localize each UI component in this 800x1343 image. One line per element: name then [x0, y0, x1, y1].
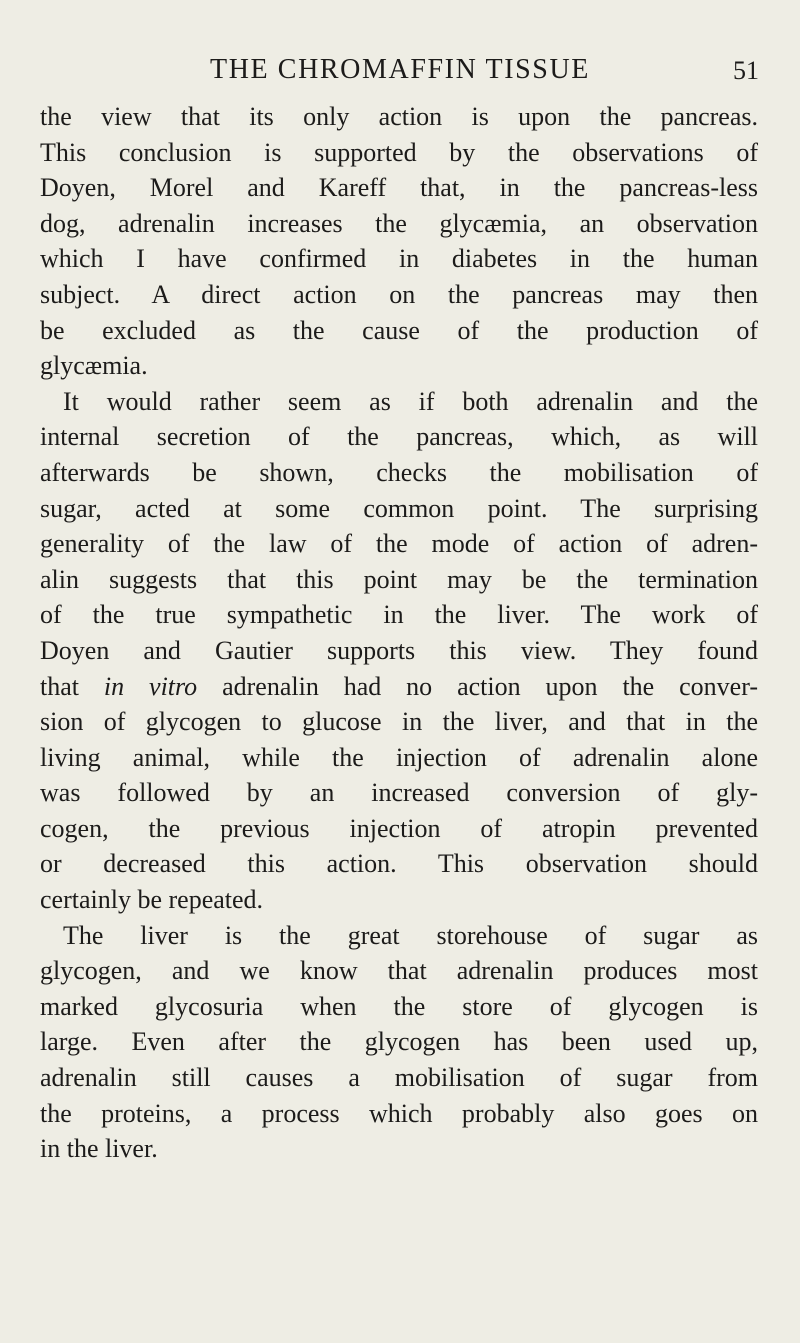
text-line: The liver is the great storehouse of sugar as — [63, 920, 758, 950]
running-title: THE CHROMAFFIN TISSUE — [209, 54, 591, 85]
text-line: subject. A direct action on the pancreas may then — [40, 279, 758, 309]
text-line: adrenalin still causes a mobilisation of sugar from — [40, 1063, 758, 1093]
text-line: was followed by an increased conversion of gly- — [40, 778, 758, 808]
text-line: or decreased this action. This observation should — [40, 849, 758, 879]
text-line: the view that its only action is upon the pancreas. — [40, 102, 758, 131]
text-line: be excluded as the cause of the production of — [40, 315, 758, 345]
running-head — [40, 54, 760, 94]
text-line: Doyen and Gautier supports this view. They found — [40, 635, 758, 665]
text-line: cogen, the previous injection of atropin prevented — [40, 813, 758, 843]
text-line: sion of glycogen to glucose in the liver, and that in the — [40, 707, 758, 737]
text-line: marked glycosuria when the store of glycogen is — [40, 991, 758, 1021]
text-line — [40, 669, 758, 705]
text-line: in the liver. — [40, 1134, 158, 1164]
text-line: dog, adrenalin increases the glycæmia, an observation — [40, 208, 758, 238]
text-line: internal secretion of the pancreas, which, as will — [40, 422, 758, 452]
text-line: generality of the law of the mode of action of adren- — [40, 529, 758, 559]
paragraph — [40, 99, 758, 384]
text-line: alin suggests that this point may be the termination — [40, 564, 758, 594]
page-number: 51 — [733, 56, 759, 85]
text-line: afterwards be shown, checks the mobilisation of — [40, 457, 758, 487]
paragraph — [40, 918, 758, 1167]
text-line: Doyen, Morel and Kareff that, in the pancreas-less — [40, 173, 758, 203]
text-line: living animal, while the injection of adrenalin alone — [40, 742, 758, 772]
text-line: glycogen, and we know that adrenalin produces most — [40, 956, 758, 986]
text-line: the proteins, a process which probably also goes on — [40, 1098, 758, 1128]
text-line: It would rather seem as if both adrenalin and the — [63, 386, 758, 416]
text-line: large. Even after the glycogen has been used up, — [40, 1027, 758, 1057]
italic-phrase: in vitro — [103, 671, 198, 701]
text-line: which I have confirmed in diabetes in the human — [40, 244, 758, 274]
text-run: that — [40, 671, 104, 701]
text-line: This conclusion is supported by the observations of — [40, 137, 758, 167]
text-line: sugar, acted at some common point. The surprising — [40, 493, 758, 523]
text-line: certainly be repeated. — [40, 885, 264, 915]
text-run: adrenalin had no action upon the conver- — [197, 671, 758, 701]
text-line: of the true sympathetic in the liver. The work of — [40, 600, 758, 630]
paragraph — [40, 384, 758, 918]
text-line: glycæmia. — [40, 351, 148, 381]
body-text — [40, 99, 758, 1167]
